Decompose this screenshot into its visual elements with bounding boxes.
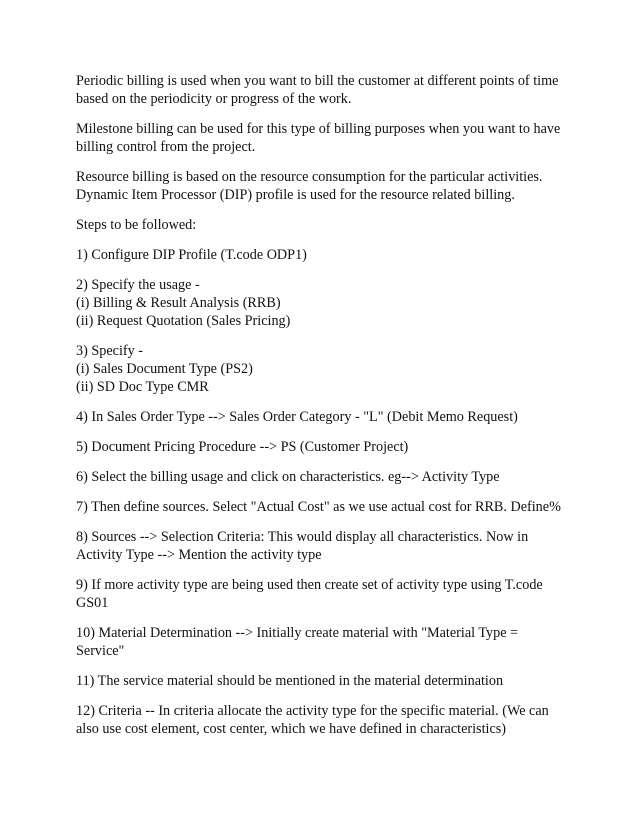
text-line: 9) If more activity type are being used then create set of activity type using T.code <box>76 577 543 593</box>
paragraph-resource-billing <box>76 168 568 204</box>
step-12 <box>76 702 568 738</box>
text-line: 5) Document Pricing Procedure --> PS (Customer Project) <box>76 439 409 455</box>
text-line: 7) Then define sources. Select "Actual Cost" as we use actual cost for RRB. Define% <box>76 499 561 515</box>
text-line: Resource billing is based on the resource consumption for the particular activities. <box>76 169 543 185</box>
text-line: also use cost element, cost center, which we have defined in characteristics) <box>76 721 507 737</box>
step-4 <box>76 408 568 426</box>
text-line: Periodic billing is used when you want to bill the customer at different points of time <box>76 73 559 89</box>
step-1 <box>76 246 568 264</box>
text-line: (ii) SD Doc Type CMR <box>76 379 209 395</box>
text-line: 2) Specify the usage - <box>76 277 200 293</box>
text-line: 1) Configure DIP Profile (T.code ODP1) <box>76 247 307 263</box>
text-line: 8) Sources --> Selection Criteria: This would display all characteristics. Now in <box>76 529 529 545</box>
text-line: Dynamic Item Processor (DIP) profile is used for the resource related billing. <box>76 187 515 203</box>
step-11 <box>76 672 568 690</box>
text-line: 10) Material Determination --> Initially create material with "Material Type = <box>76 625 519 641</box>
text-line: (i) Sales Document Type (PS2) <box>76 361 253 377</box>
step-6 <box>76 468 568 486</box>
step-3 <box>76 342 568 396</box>
text-line: Service" <box>76 643 125 659</box>
text-line: Steps to be followed: <box>76 217 197 233</box>
step-8 <box>76 528 568 564</box>
paragraph-steps-heading <box>76 216 568 234</box>
step-10 <box>76 624 568 660</box>
step-2 <box>76 276 568 330</box>
text-line: Activity Type --> Mention the activity type <box>76 547 322 563</box>
text-line: (ii) Request Quotation (Sales Pricing) <box>76 313 291 329</box>
text-line: 12) Criteria -- In criteria allocate the activity type for the specific material. (We can <box>76 703 549 719</box>
text-line: 4) In Sales Order Type --> Sales Order Category - "L" (Debit Memo Request) <box>76 409 518 425</box>
text-line: 11) The service material should be mentioned in the material determination <box>76 673 504 689</box>
paragraph-periodic-billing <box>76 72 568 108</box>
text-line: 6) Select the billing usage and click on characteristics. eg--> Activity Type <box>76 469 500 485</box>
step-5 <box>76 438 568 456</box>
text-line: GS01 <box>76 595 109 611</box>
step-9 <box>76 576 568 612</box>
paragraph-milestone-billing <box>76 120 568 156</box>
document-body <box>76 72 568 750</box>
text-line: (i) Billing & Result Analysis (RRB) <box>76 295 281 311</box>
text-line: billing control from the project. <box>76 139 256 155</box>
step-7 <box>76 498 568 516</box>
text-line: Milestone billing can be used for this type of billing purposes when you want to have <box>76 121 561 137</box>
text-line: 3) Specify - <box>76 343 143 359</box>
text-line: based on the periodicity or progress of the work. <box>76 91 352 107</box>
